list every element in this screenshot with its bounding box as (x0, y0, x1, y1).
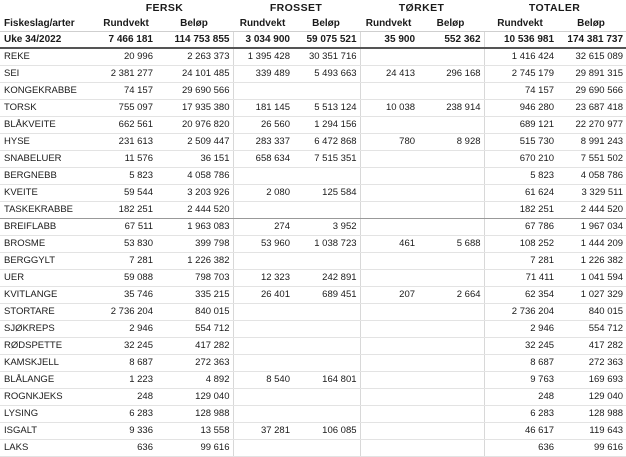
table-row (0, 338, 626, 355)
table-cell: 399 798 (156, 236, 233, 253)
table-row (0, 66, 626, 83)
table-cell: 71 411 (484, 270, 557, 287)
species-name: HYSE (0, 134, 97, 151)
table-cell: 32 245 (97, 338, 156, 355)
species-name: STORTARE (0, 304, 97, 321)
group-header-blank (0, 0, 97, 16)
table-cell: 23 687 418 (557, 100, 626, 117)
species-name: SJØKREPS (0, 321, 97, 338)
group-header-torket: TØRKET (398, 2, 445, 14)
column-header-fersk-rundvekt: Rundvekt (103, 18, 149, 29)
table-cell: 3 952 (293, 219, 360, 236)
table-cell: 36 151 (156, 151, 233, 168)
table-cell (360, 321, 418, 338)
table-cell: 67 786 (484, 219, 557, 236)
table-cell (360, 372, 418, 389)
table-cell: 6 283 (97, 406, 156, 423)
table-cell: 5 688 (418, 236, 484, 253)
table-cell (233, 389, 293, 406)
table-cell (360, 185, 418, 202)
table-cell: 4 892 (156, 372, 233, 389)
table-cell: 10 038 (360, 100, 418, 117)
table-row (0, 389, 626, 406)
table-cell: 59 088 (97, 270, 156, 287)
table-row (0, 168, 626, 185)
table-cell: 20 996 (97, 48, 156, 66)
table-cell (360, 168, 418, 185)
species-name: BERGGYLT (0, 253, 97, 270)
table-cell: 554 712 (156, 321, 233, 338)
table-row (0, 355, 626, 372)
table-cell (293, 83, 360, 100)
table-cell: 8 687 (97, 355, 156, 372)
table-cell (233, 304, 293, 321)
species-name: TORSK (0, 100, 97, 117)
table-cell (360, 355, 418, 372)
table-cell: 125 584 (293, 185, 360, 202)
species-name: LYSING (0, 406, 97, 423)
column-header-frosset-rundvekt: Rundvekt (239, 18, 286, 29)
table-cell: 30 351 716 (293, 48, 360, 66)
table-cell: 67 511 (97, 219, 156, 236)
table-cell (233, 202, 293, 219)
week-total-cell: 3 034 900 (233, 32, 293, 49)
table-cell: 1 226 382 (557, 253, 626, 270)
table-cell: 12 323 (233, 270, 293, 287)
table-cell (360, 270, 418, 287)
species-name: KVITLANGE (0, 287, 97, 304)
table-cell: 5 823 (97, 168, 156, 185)
week-total-cell: 174 381 737 (557, 32, 626, 49)
table-cell: 658 634 (233, 151, 293, 168)
table-cell: 1 041 594 (557, 270, 626, 287)
table-row (0, 134, 626, 151)
table-cell: 2 381 277 (97, 66, 156, 83)
column-header-totaler-rundvekt: Rundvekt (497, 18, 543, 29)
species-name: BLÅKVEITE (0, 117, 97, 134)
table-row (0, 270, 626, 287)
table-cell: 662 561 (97, 117, 156, 134)
column-header-torket-belop: Beløp (436, 18, 465, 29)
table-cell: 35 746 (97, 287, 156, 304)
table-cell: 7 281 (97, 253, 156, 270)
table-row (0, 100, 626, 117)
table-row (0, 236, 626, 253)
table-cell: 242 891 (293, 270, 360, 287)
table-cell: 24 413 (360, 66, 418, 83)
table-cell: 335 215 (156, 287, 233, 304)
table-row (0, 423, 626, 440)
table-cell: 5 823 (484, 168, 557, 185)
table-cell: 37 281 (233, 423, 293, 440)
table-cell: 74 157 (484, 83, 557, 100)
species-name: KAMSKJELL (0, 355, 97, 372)
table-cell: 3 203 926 (156, 185, 233, 202)
species-name: KONGEKRABBE (0, 83, 97, 100)
table-cell: 4 058 786 (557, 168, 626, 185)
week-label: Uke 34/2022 (0, 32, 97, 49)
species-name: UER (0, 270, 97, 287)
table-cell: 129 040 (156, 389, 233, 406)
table-cell (293, 389, 360, 406)
table-cell (293, 321, 360, 338)
table-cell: 689 121 (484, 117, 557, 134)
table-cell: 6 472 868 (293, 134, 360, 151)
table-cell: 13 558 (156, 423, 233, 440)
table-cell: 20 976 820 (156, 117, 233, 134)
species-name: BLÅLANGE (0, 372, 97, 389)
table-cell: 2 444 520 (557, 202, 626, 219)
table-cell (233, 406, 293, 423)
table-cell (418, 423, 484, 440)
table-cell: 231 613 (97, 134, 156, 151)
table-cell (360, 253, 418, 270)
table-cell: 515 730 (484, 134, 557, 151)
table-cell (418, 83, 484, 100)
column-header-fersk-belop: Beløp (180, 18, 208, 29)
table-cell: 1 226 382 (156, 253, 233, 270)
table-cell (418, 185, 484, 202)
table-cell: 2 664 (418, 287, 484, 304)
table-cell: 22 270 977 (557, 117, 626, 134)
week-total-cell: 10 536 981 (484, 32, 557, 49)
column-header-torket-rundvekt: Rundvekt (365, 18, 412, 29)
week-total-row (0, 32, 626, 49)
table-cell (418, 219, 484, 236)
table-cell (360, 219, 418, 236)
table-cell: 5 493 663 (293, 66, 360, 83)
table-cell: 164 801 (293, 372, 360, 389)
species-name: REKE (0, 48, 97, 66)
table-cell: 2 736 204 (97, 304, 156, 321)
table-cell: 3 329 511 (557, 185, 626, 202)
table-cell: 461 (360, 236, 418, 253)
table-cell (418, 48, 484, 66)
table-cell: 1 027 329 (557, 287, 626, 304)
table-cell (418, 389, 484, 406)
table-cell: 798 703 (156, 270, 233, 287)
table-row (0, 185, 626, 202)
table-cell: 32 245 (484, 338, 557, 355)
table-cell: 53 830 (97, 236, 156, 253)
table-cell: 182 251 (484, 202, 557, 219)
table-cell: 296 168 (418, 66, 484, 83)
table-cell (360, 338, 418, 355)
table-cell: 7 281 (484, 253, 557, 270)
table-cell: 29 891 315 (557, 66, 626, 83)
table-cell (360, 48, 418, 66)
group-header-row (0, 0, 626, 16)
table-cell: 689 451 (293, 287, 360, 304)
table-cell (233, 355, 293, 372)
species-name: BREIFLABB (0, 219, 97, 236)
table-cell: 1 963 083 (156, 219, 233, 236)
table-cell: 5 513 124 (293, 100, 360, 117)
table-row (0, 372, 626, 389)
table-cell: 119 643 (557, 423, 626, 440)
table-row (0, 151, 626, 168)
table-cell (418, 372, 484, 389)
table-cell: 780 (360, 134, 418, 151)
table-cell (360, 83, 418, 100)
week-total-cell: 7 466 181 (97, 32, 156, 49)
group-header-totaler: TOTALER (528, 2, 581, 14)
table-cell (293, 253, 360, 270)
table-cell: 238 914 (418, 100, 484, 117)
table-cell: 128 988 (156, 406, 233, 423)
week-total-cell: 114 753 855 (156, 32, 233, 49)
table-row (0, 117, 626, 134)
table-cell: 4 058 786 (156, 168, 233, 185)
table-cell: 169 693 (557, 372, 626, 389)
table-cell: 2 263 373 (156, 48, 233, 66)
table-cell: 272 363 (156, 355, 233, 372)
table-cell: 1 444 209 (557, 236, 626, 253)
table-cell: 283 337 (233, 134, 293, 151)
table-cell: 46 617 (484, 423, 557, 440)
table-cell: 417 282 (557, 338, 626, 355)
table-cell: 106 085 (293, 423, 360, 440)
table-cell: 62 354 (484, 287, 557, 304)
table-cell: 9 336 (97, 423, 156, 440)
table-cell: 840 015 (156, 304, 233, 321)
table-cell: 6 283 (484, 406, 557, 423)
table-row (0, 253, 626, 270)
table-row (0, 48, 626, 66)
table-cell (360, 202, 418, 219)
table-cell: 2 080 (233, 185, 293, 202)
column-header-frosset-belop: Beløp (312, 18, 340, 29)
species-name: ISGALT (0, 423, 97, 440)
table-cell (360, 389, 418, 406)
table-cell: 339 489 (233, 66, 293, 83)
table-cell (233, 440, 293, 457)
table-cell (418, 202, 484, 219)
table-cell: 181 145 (233, 100, 293, 117)
table-cell (418, 355, 484, 372)
table-cell: 11 576 (97, 151, 156, 168)
week-total-cell: 552 362 (418, 32, 484, 49)
species-name: BERGNEBB (0, 168, 97, 185)
table-cell (418, 168, 484, 185)
species-name: ROGNKJEKS (0, 389, 97, 406)
table-cell: 182 251 (97, 202, 156, 219)
table-row (0, 321, 626, 338)
table-cell (233, 253, 293, 270)
table-cell: 1 416 424 (484, 48, 557, 66)
table-cell: 636 (484, 440, 557, 457)
table-cell: 7 515 351 (293, 151, 360, 168)
table-cell (418, 151, 484, 168)
table-cell (418, 440, 484, 457)
table-row (0, 406, 626, 423)
table-cell (233, 168, 293, 185)
table-cell: 9 763 (484, 372, 557, 389)
table-cell: 53 960 (233, 236, 293, 253)
table-cell (360, 406, 418, 423)
table-cell: 32 615 089 (557, 48, 626, 66)
table-cell: 840 015 (557, 304, 626, 321)
table-cell (293, 440, 360, 457)
week-total-cell: 59 075 521 (293, 32, 360, 49)
species-name: TASKEKRABBE (0, 202, 97, 219)
table-cell: 1 038 723 (293, 236, 360, 253)
table-cell: 17 935 380 (156, 100, 233, 117)
table-cell (233, 321, 293, 338)
table-cell: 1 294 156 (293, 117, 360, 134)
table-cell: 7 551 502 (557, 151, 626, 168)
table-cell: 274 (233, 219, 293, 236)
table-cell (418, 117, 484, 134)
table-cell (293, 406, 360, 423)
table-cell: 272 363 (557, 355, 626, 372)
table-cell: 74 157 (97, 83, 156, 100)
week-total-cell: 35 900 (360, 32, 418, 49)
species-name: SEI (0, 66, 97, 83)
table-row (0, 440, 626, 457)
table-cell: 99 616 (156, 440, 233, 457)
table-cell: 108 252 (484, 236, 557, 253)
table-row (0, 219, 626, 236)
table-cell: 2 946 (97, 321, 156, 338)
species-name: KVEITE (0, 185, 97, 202)
table-cell: 128 988 (557, 406, 626, 423)
table-cell: 2 509 447 (156, 134, 233, 151)
table-row (0, 287, 626, 304)
species-name: LAKS (0, 440, 97, 457)
table-row (0, 202, 626, 219)
table-cell: 8 991 243 (557, 134, 626, 151)
table-cell (418, 406, 484, 423)
table-cell: 8 928 (418, 134, 484, 151)
table-cell: 946 280 (484, 100, 557, 117)
table-cell: 248 (484, 389, 557, 406)
table-cell: 29 690 566 (156, 83, 233, 100)
table-cell: 2 736 204 (484, 304, 557, 321)
table-cell (360, 151, 418, 168)
table-cell: 61 624 (484, 185, 557, 202)
table-cell: 2 444 520 (156, 202, 233, 219)
table-cell: 248 (97, 389, 156, 406)
table-cell (360, 117, 418, 134)
table-cell (360, 304, 418, 321)
table-cell: 755 097 (97, 100, 156, 117)
species-name: RØDSPETTE (0, 338, 97, 355)
table-cell (360, 423, 418, 440)
table-cell: 59 544 (97, 185, 156, 202)
table-cell: 636 (97, 440, 156, 457)
table-cell: 670 210 (484, 151, 557, 168)
table-cell (418, 253, 484, 270)
group-header-fersk: FERSK (145, 2, 184, 14)
group-header-frosset: FROSSET (269, 2, 323, 14)
table-cell: 29 690 566 (557, 83, 626, 100)
table-cell: 1 967 034 (557, 219, 626, 236)
column-header-species: Fiskeslag/arter (4, 18, 75, 29)
species-rows (0, 48, 626, 457)
table-cell: 417 282 (156, 338, 233, 355)
table-cell (293, 202, 360, 219)
table-cell: 2 946 (484, 321, 557, 338)
table-cell: 26 560 (233, 117, 293, 134)
column-header-totaler-belop: Beløp (577, 18, 605, 29)
table-cell: 1 223 (97, 372, 156, 389)
table-cell: 1 395 428 (233, 48, 293, 66)
species-name: BROSME (0, 236, 97, 253)
table-cell: 8 687 (484, 355, 557, 372)
table-row (0, 304, 626, 321)
species-name: SNABELUER (0, 151, 97, 168)
table-cell (418, 338, 484, 355)
table-cell: 129 040 (557, 389, 626, 406)
table-cell: 24 101 485 (156, 66, 233, 83)
table-cell: 99 616 (557, 440, 626, 457)
table-cell: 2 745 179 (484, 66, 557, 83)
table-cell (418, 321, 484, 338)
table-cell (233, 83, 293, 100)
column-header-row (0, 16, 626, 32)
table-cell (360, 440, 418, 457)
table-cell (418, 304, 484, 321)
table-cell (293, 355, 360, 372)
table-cell (418, 270, 484, 287)
table-row (0, 83, 626, 100)
table-cell (233, 338, 293, 355)
table-cell: 8 540 (233, 372, 293, 389)
table-cell: 26 401 (233, 287, 293, 304)
table-cell: 554 712 (557, 321, 626, 338)
table-cell: 207 (360, 287, 418, 304)
table-cell (293, 304, 360, 321)
table-cell (293, 338, 360, 355)
table-cell (293, 168, 360, 185)
